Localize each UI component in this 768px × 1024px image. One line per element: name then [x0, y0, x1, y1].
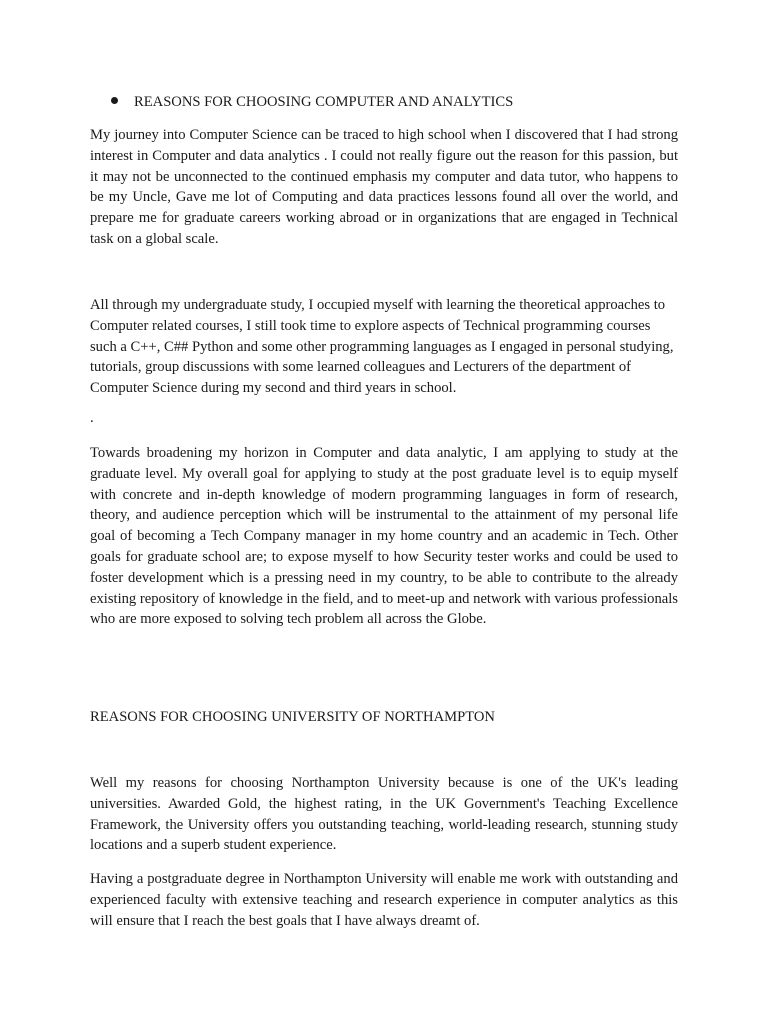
section-heading-northampton: REASONS FOR CHOOSING UNIVERSITY OF NORTHAMPTON: [90, 709, 495, 725]
stray-period: .: [90, 410, 94, 426]
paragraph-postgraduate-degree: Having a postgraduate degree in Northampton University will enable me work with outstanding and experienced faculty with extensive teaching and research experience in computer analytics as this will ensure that I reach the best goals that I have always dreamt of.: [90, 871, 678, 929]
heading-text: REASONS FOR CHOOSING COMPUTER AND ANALYTICS: [134, 94, 514, 110]
paragraph-graduate-goals: Towards broadening my horizon in Computer and data analytic, I am applying to study at the graduate level. My overall goal for applying to study at the post graduate level is to equip myself with concrete and in-depth knowledge of modern programming languages in form of research, theory, and audience perception which will be instrumental to the attainment of my personal life goal of becoming a Tech Company manager in my home country and an academic in Tech. Other goals for graduate school are; to expose myself to how Security tester works and could be used to foster development which is a pressing need in my country, to be able to contribute to the already existing repository of knowledge in the field, and to meet-up and network with various professionals who are more exposed to solving tech problem all across the Globe.: [90, 445, 678, 628]
bullet-icon: [111, 97, 118, 104]
section-heading-computer-analytics: [111, 92, 513, 113]
paragraph-undergraduate: All through my undergraduate study, I occupied myself with learning the theoretical approaches to Computer related courses, I still took time to explore aspects of Technical programming courses such a C++, C## Python and some other programming languages as I engaged in personal studying, tutorials, group discussions with some learned colleagues and Lecturers of the department of Computer Science during my second and third years in school.: [90, 297, 674, 397]
paragraph-journey: My journey into Computer Science can be traced to high school when I discovered that I had strong interest in Computer and data analytics . I could not really figure out the reason for this passion, but it may not be unconnected to the continued emphasis my computer and data tutor, who happens to be my Uncle, Gave me lot of Computing and data practices lessons found all over the world, and prepare me for graduate careers working abroad or in organizations that are engaged in Technical task on a global scale.: [90, 127, 678, 247]
paragraph-northampton-reasons: Well my reasons for choosing Northampton University because is one of the UK's leading universities. Awarded Gold, the highest rating, in the UK Government's Teaching Excellence Framework, the University offers you outstanding teaching, world-leading research, stunning study locations and a superb student experience.: [90, 775, 678, 854]
